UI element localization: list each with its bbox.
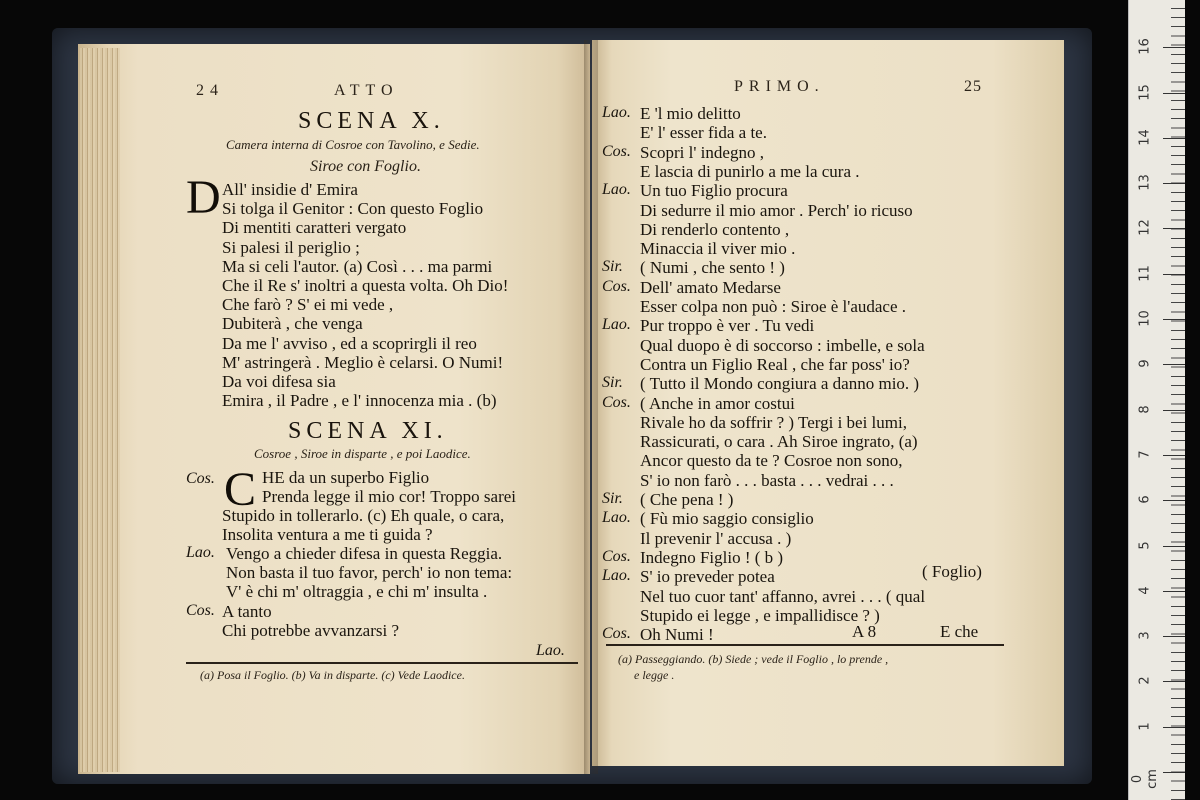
ruler-major-tick [1163,138,1185,139]
ruler-major-tick [1163,319,1185,320]
verse-line: Si tolga il Genitor : Con questo Foglio [222,199,484,219]
ruler-number: 11 [1137,264,1153,282]
verse-line: Un tuo Figlio procura [640,181,788,201]
ruler-number: 14 [1137,129,1153,146]
verse-line: HE da un superbo Figlio [262,468,430,487]
verse-line: Vengo a chieder difesa in questa Reggia. [226,544,503,563]
verse-line: Il prevenir l' accusa . ) [640,528,792,548]
ruler-number: 9 [1137,359,1153,368]
verse-line: A tanto [222,602,272,621]
verse-line: Ancor questo da te ? Cosroe non sono, [640,451,903,471]
verse-line: Chi potrebbe avvanzarsi ? [222,621,400,640]
signature-mark: A 8 [852,622,877,641]
ruler-number: 15 [1137,83,1153,101]
speaker-label: Sir. [602,490,623,507]
left-catchword: Lao. [536,642,565,659]
speaker-label: Sir. [602,374,623,392]
verse-line: E 'l mio delitto [640,104,741,123]
ruler-number: 13 [1137,174,1153,191]
verse-line: Dubiterà , che venga [222,314,363,334]
right-page-number: 25 [964,78,982,95]
verse-line: Emira , il Padre , e l' innocenza mia . (b) [222,391,497,411]
ruler-number: 2 [1137,676,1153,686]
scene-xi-setting: Cosroe , Siroe in disparte , e poi Laodice. [254,446,471,461]
ruler-ticks [1171,0,1185,800]
speaker-label: Cos. [602,277,631,295]
right-running-head: PRIMO. [734,78,825,95]
ruler-major-tick [1163,727,1185,728]
scene-x-setting: Camera interna di Cosroe con Tavolino, e Sedie. [226,137,480,152]
ruler-major-tick [1163,93,1185,94]
ruler-number: 5 [1137,540,1153,550]
verse-line: Da voi difesa sia [222,372,336,391]
verse-line: ( Tutto il Mondo congiura a danno mio. ) [640,374,920,394]
verse-line: Rivale ho da soffrir ? ) Tergi i bei lumi, [640,412,907,432]
scene-x-dropcap: D [186,171,221,224]
ruler-major-tick [1163,772,1185,773]
scene-x-character: Siroe con Foglio. [310,158,421,175]
verse-line: Contra un Figlio Real , che far poss' io? [640,354,910,374]
ruler-number: 4 [1137,586,1153,595]
verse-line: Si palesi il periglio ; [222,237,360,257]
speaker-label: Cos. [602,547,631,565]
verse-line: ( Fù mio saggio consiglio [640,509,814,529]
speaker-label: Lao. [602,509,631,527]
ruler-number: 6 [1137,495,1153,504]
verse-line: ( Anche in amor costui [640,393,795,413]
ruler-number: 1 [1137,722,1153,731]
verse-line: Che il Re s' inoltri a questa volta. Oh Dio! [222,276,509,295]
verse-line: Che farò ? S' ei mi vede , [222,295,394,315]
left-page-number: 24 [196,82,224,99]
verse-line: Dell' amato Medarse [640,277,781,297]
measuring-ruler [1128,0,1185,800]
verse-line: S' io non farò . . . basta . . . vedrai . . . [640,470,894,490]
ruler-number: 0 cm [1130,769,1160,789]
verse-line: Stupido ei legge , e impallidisce ? ) [640,605,880,625]
speaker-label: Cos. [602,142,631,160]
left-footnote: (a) Posa il Foglio. (b) Va in disparte. (c) Vede Laodice. [200,668,465,682]
verse-line: M' astringerà . Meglio è celarsi. O Numi! [222,352,504,372]
verse-line: Pur troppo è ver . Tu vedi [640,316,815,336]
scene-xi-dropcap: C [224,463,257,516]
ruler-major-tick [1163,228,1185,229]
speaker-label: Cos. [602,393,631,411]
verse-line: E' l' esser fida a te. [640,123,767,143]
verse-line: V' è chi m' oltraggia , e chi m' insulta . [226,582,488,601]
speaker-label: Lao. [602,316,631,334]
ruler-major-tick [1163,410,1185,411]
ruler-major-tick [1163,47,1185,48]
verse-line: Insolita ventura a me ti guida ? [222,525,433,544]
verse-line: Indegno Figlio ! ( b ) [640,547,784,567]
ruler-major-tick [1163,183,1185,184]
ruler-number: 8 [1137,404,1153,414]
ruler-major-tick [1163,636,1185,637]
ruler-number: 10 [1137,310,1153,327]
verse-line: Qual duopo è di soccorso : imbelle, e sola [640,335,925,355]
verse-line: Minaccia il viver mio . [640,239,796,259]
speaker-label: Cos. [602,625,631,643]
verse-line: Rassicurati, o cara . Ah Siroe ingrato, (a) [640,432,918,452]
verse-line: Oh Numi ! [640,625,714,645]
verse-line: E lascia di punirlo a me la cura . [640,161,860,181]
book-gutter [584,40,598,774]
verse-line: S' io preveder potea [640,567,775,587]
verse-line: Di sedurre il mio amor . Perch' io ricuso [640,200,913,220]
ruler-major-tick [1163,681,1185,682]
speaker-label: Lao. [602,181,631,199]
verse-line: Ma si celi l'autor. (a) Così . . . ma parmi [222,256,493,276]
ruler-major-tick [1163,455,1185,456]
ruler-major-tick [1163,274,1185,275]
verse-line: Nel tuo cuor tant' affanno, avrei . . . ( qual [640,586,926,606]
scene-xi-title: SCENA XI. [288,418,448,444]
ruler-major-tick [1163,364,1185,365]
right-catchword: E che [940,622,979,641]
verse-line: Di renderlo contento , [640,219,790,239]
left-footnote-rule [186,662,578,664]
verse-line: Da me l' avviso , ed a scoprirgli il reo [222,333,477,353]
scene-x-title: SCENA X. [298,108,445,134]
right-footnote-line2: e legge . [634,668,675,682]
ruler-major-tick [1163,591,1185,592]
verse-line: ( Che pena ! ) [640,490,734,509]
verse-line: Stupido in tollerarlo. (c) Eh quale, o cara, [222,506,505,525]
verse-line: Esser colpa non può : Siroe è l'audace . [640,297,907,316]
speaker-cosroe: Cos. [186,470,215,487]
left-running-head: ATTO [334,82,399,99]
ruler-number: 3 [1137,631,1153,640]
speaker-label: Sir. [602,258,623,276]
speaker-label: Lao. [602,567,631,585]
verse-line: Prenda legge il mio cor! Troppo sarei [262,487,517,506]
verse-line: Di mentiti caratteri vergato [222,218,407,238]
right-footnote-line1: (a) Passeggiando. (b) Siede ; vede il Foglio , lo prende , [618,652,889,666]
ruler-number: 12 [1137,219,1153,237]
ruler-major-tick [1163,546,1185,547]
verse-line: All' insidie d' Emira [222,180,358,199]
verse-line: ( Numi , che sento ! ) [640,258,785,278]
speaker-label: Lao. [602,104,631,121]
speaker-laodice: Lao. [186,544,215,561]
verse-line: Scopri l' indegno , [640,142,764,162]
speaker-cosroe: Cos. [186,602,215,619]
margin-note: ( Foglio) [922,562,982,581]
ruler-major-tick [1163,500,1185,501]
right-footnote-rule [606,644,1004,646]
ruler-number: 7 [1137,450,1153,459]
page-edges [80,48,120,772]
verse-line: Non basta il tuo favor, perch' io non tema: [226,563,513,582]
ruler-number: 16 [1137,38,1153,55]
